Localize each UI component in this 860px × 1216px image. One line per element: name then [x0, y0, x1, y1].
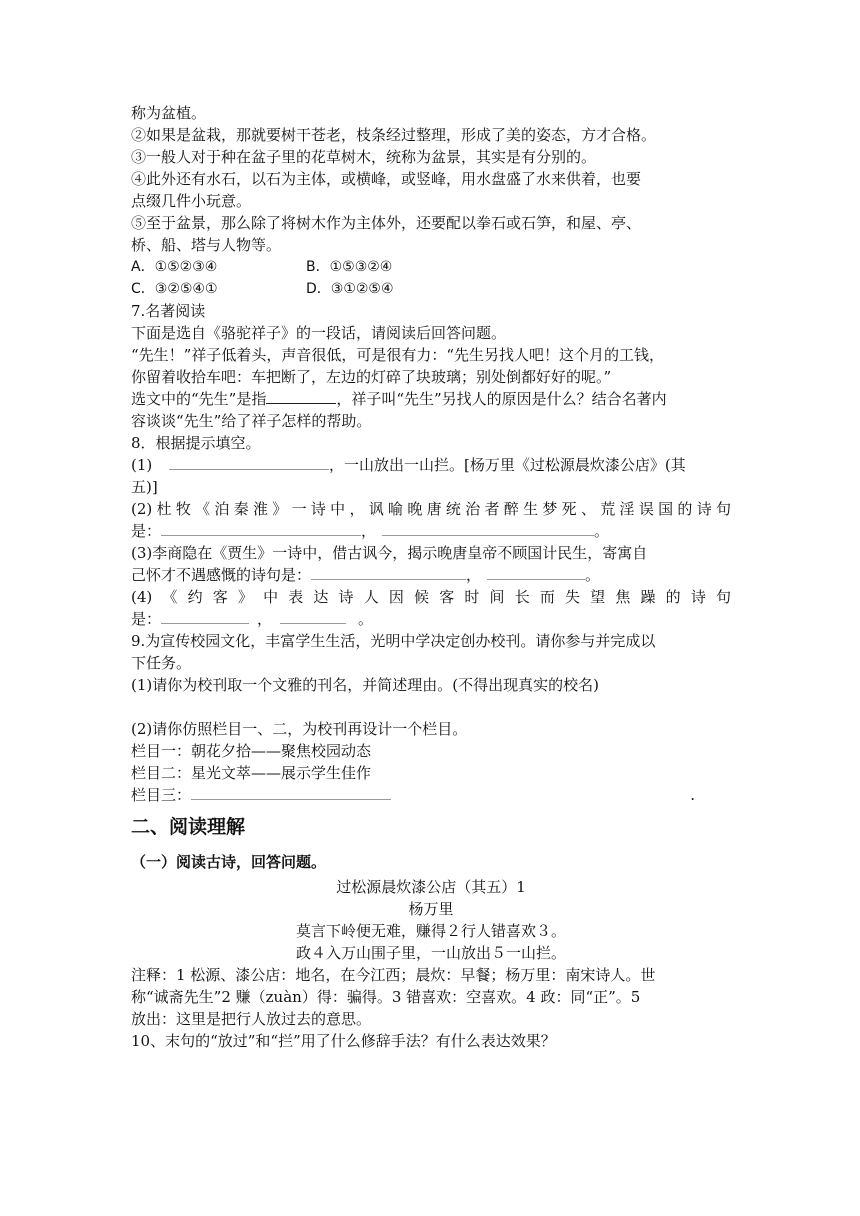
- poem-author: 杨万里: [408, 900, 454, 918]
- q8-item-1b: 五)]: [131, 478, 158, 496]
- q7-quote-b: 你留着收拾车吧：车把断了，左边的灯碎了块玻璃；别处倒都好好的呢。”: [131, 368, 612, 386]
- q6-sentence-3: ③一般人对于种在盆子里的花草树木，统称为盆景，其实是有分别的。: [131, 148, 597, 166]
- q8-item-3-answer: [131, 564, 731, 586]
- q8-item-2-mid: ，: [361, 522, 377, 540]
- q9-column-2: 栏目二：星光文萃——展示学生佳作: [131, 764, 372, 782]
- q8-item-4-mid: ，: [257, 610, 273, 628]
- q8-item-2a: (2)杜牧《泊秦淮》一诗中，讽喻晚唐统治者醉生梦死、荒淫误国的诗句: [131, 500, 731, 518]
- q9-part-1: (1)请你为校刊取一个文雅的刊名，并简述理由。(不得出现真实的校名): [131, 676, 599, 694]
- q8-item-2-blank-1[interactable]: [161, 521, 361, 536]
- q8-item-3-mid: ，: [466, 566, 482, 584]
- poem-title: 过松源晨炊漆公店（其五）1: [336, 878, 526, 896]
- q8-item-4a: (4)《约客》中表达诗人因候客时间长而失望焦躁的诗句: [131, 588, 731, 606]
- q7-question-line: [131, 388, 731, 410]
- q9-answer-space[interactable]: [131, 696, 731, 718]
- q8-item-2-answer: [131, 520, 731, 542]
- q7-ask-b: 容谈谈“先生”给了祥子怎样的帮助。: [131, 412, 372, 430]
- question-10: 10、末句的“放过”和“拦”用了什么修辞手法？有什么表达效果？: [131, 1032, 556, 1050]
- q6-sentence-4a: ④此外还有水石，以石为主体，或横峰，或竖峰，用水盘盛了水来供着，也要: [131, 170, 642, 188]
- section-heading-reading: 二、阅读理解: [131, 816, 246, 838]
- q7-quote-a: “先生！”祥子低着头，声音很低，可是很有力：“先生另找人吧！这个月的工钱，: [131, 346, 665, 364]
- q9-column-3-blank[interactable]: [191, 785, 391, 800]
- poem-notes-a: 注释：1 松源、漆公店：地名，在今江西；晨炊：早餐；杨万里：南宋诗人。世: [131, 966, 656, 984]
- q8-item-4-pre: 是：: [131, 610, 162, 628]
- q7-ask-post: ，祥子叫“先生”另找人的原因是什么？结合名著内: [336, 390, 667, 408]
- q9-column-3: [131, 784, 731, 806]
- q6-options-row-1: [131, 256, 731, 278]
- q6-option-b: B．①⑤③②④: [306, 259, 393, 275]
- document-body: [131, 102, 731, 1052]
- poem-notes-b: 称“诚斋先生”2 赚（zuàn）得：骗得。3 错喜欢：空喜欢。4 政：同“正”。5: [131, 988, 641, 1006]
- q8-item-1-number: (1): [131, 456, 153, 474]
- q7-intro: 下面是选自《骆驼祥子》的一段话，请阅读后回答问题。: [131, 324, 507, 342]
- q6-option-a: A．①⑤②③④: [131, 259, 218, 275]
- q9-part-2: (2)请你仿照栏目一、二，为校刊再设计一个栏目。: [131, 720, 468, 738]
- poem-line-1: 莫言下岭便无难，赚得２行人错喜欢３。: [295, 922, 566, 940]
- q8-item-1-text: ，一山放出一山拦。[杨万里《过松源晨炊漆公店》(其: [329, 456, 686, 474]
- q6-option-d: D．③①②⑤④: [306, 281, 394, 297]
- q8-item-2-pre: 是：: [131, 522, 162, 540]
- q8-item-3a: (3)李商隐在《贾生》一诗中，借古讽今，揭示晚唐皇帝不顾国计民生，寄寓自: [131, 544, 648, 562]
- q8-title: 8．根据提示填空。: [131, 434, 261, 452]
- subsection-poem-heading: （一）阅读古诗，回答问题。: [131, 853, 327, 871]
- q8-item-4-end: 。: [358, 610, 374, 628]
- q9-column-1: 栏目一：朝花夕拾——聚焦校园动态: [131, 742, 372, 760]
- q8-item-3-blank-1[interactable]: [311, 565, 466, 580]
- q9-title-b: 下任务。: [131, 654, 192, 672]
- poem-line-2: 政４入万山围子里，一山放出５一山拦。: [295, 944, 566, 962]
- q6-fragment-tail: 称为盆植。: [131, 104, 207, 122]
- q8-item-3-end: 。: [585, 566, 601, 584]
- q8-item-3-blank-2[interactable]: [487, 565, 585, 580]
- q9-column-3-label: 栏目三：: [131, 786, 192, 804]
- q8-item-4-answer: [131, 608, 731, 630]
- q6-sentence-2: ②如果是盆栽，那就要树干苍老，枝条经过整理，形成了美的姿态，方才合格。: [131, 126, 657, 144]
- q8-item-4-blank-2[interactable]: [280, 609, 346, 624]
- q8-item-2-blank-2[interactable]: [382, 521, 594, 536]
- q8-item-3-pre: 己怀才不遇感慨的诗句是：: [131, 566, 312, 584]
- q7-answer-blank[interactable]: [266, 389, 336, 404]
- q7-title: 7.名著阅读: [131, 302, 206, 320]
- q6-option-c: C．③②⑤④①: [131, 281, 218, 297]
- q8-item-1-blank[interactable]: [169, 455, 329, 470]
- q8-item-2-end: 。: [594, 522, 610, 540]
- q8-item-4-blank-1[interactable]: [161, 609, 249, 624]
- q6-options-row-2: [131, 278, 731, 300]
- q7-ask-pre: 选文中的“先生”是指: [131, 390, 267, 408]
- q8-item-1: [131, 454, 731, 476]
- q9-column-3-end: .: [690, 786, 695, 804]
- q6-sentence-5a: ⑤至于盆景，那么除了将树木作为主体外，还要配以拳石或石笋，和屋、亭、: [131, 214, 642, 232]
- poem-notes-c: 放出：这里是把行人放过去的意思。: [131, 1010, 372, 1028]
- q6-sentence-5b: 桥、船、塔与人物等。: [131, 236, 282, 254]
- q9-title-a: 9.为宣传校园文化，丰富学生生活，光明中学决定创办校刊。请你参与并完成以: [131, 632, 656, 650]
- q6-sentence-4b: 点缀几件小玩意。: [131, 192, 252, 210]
